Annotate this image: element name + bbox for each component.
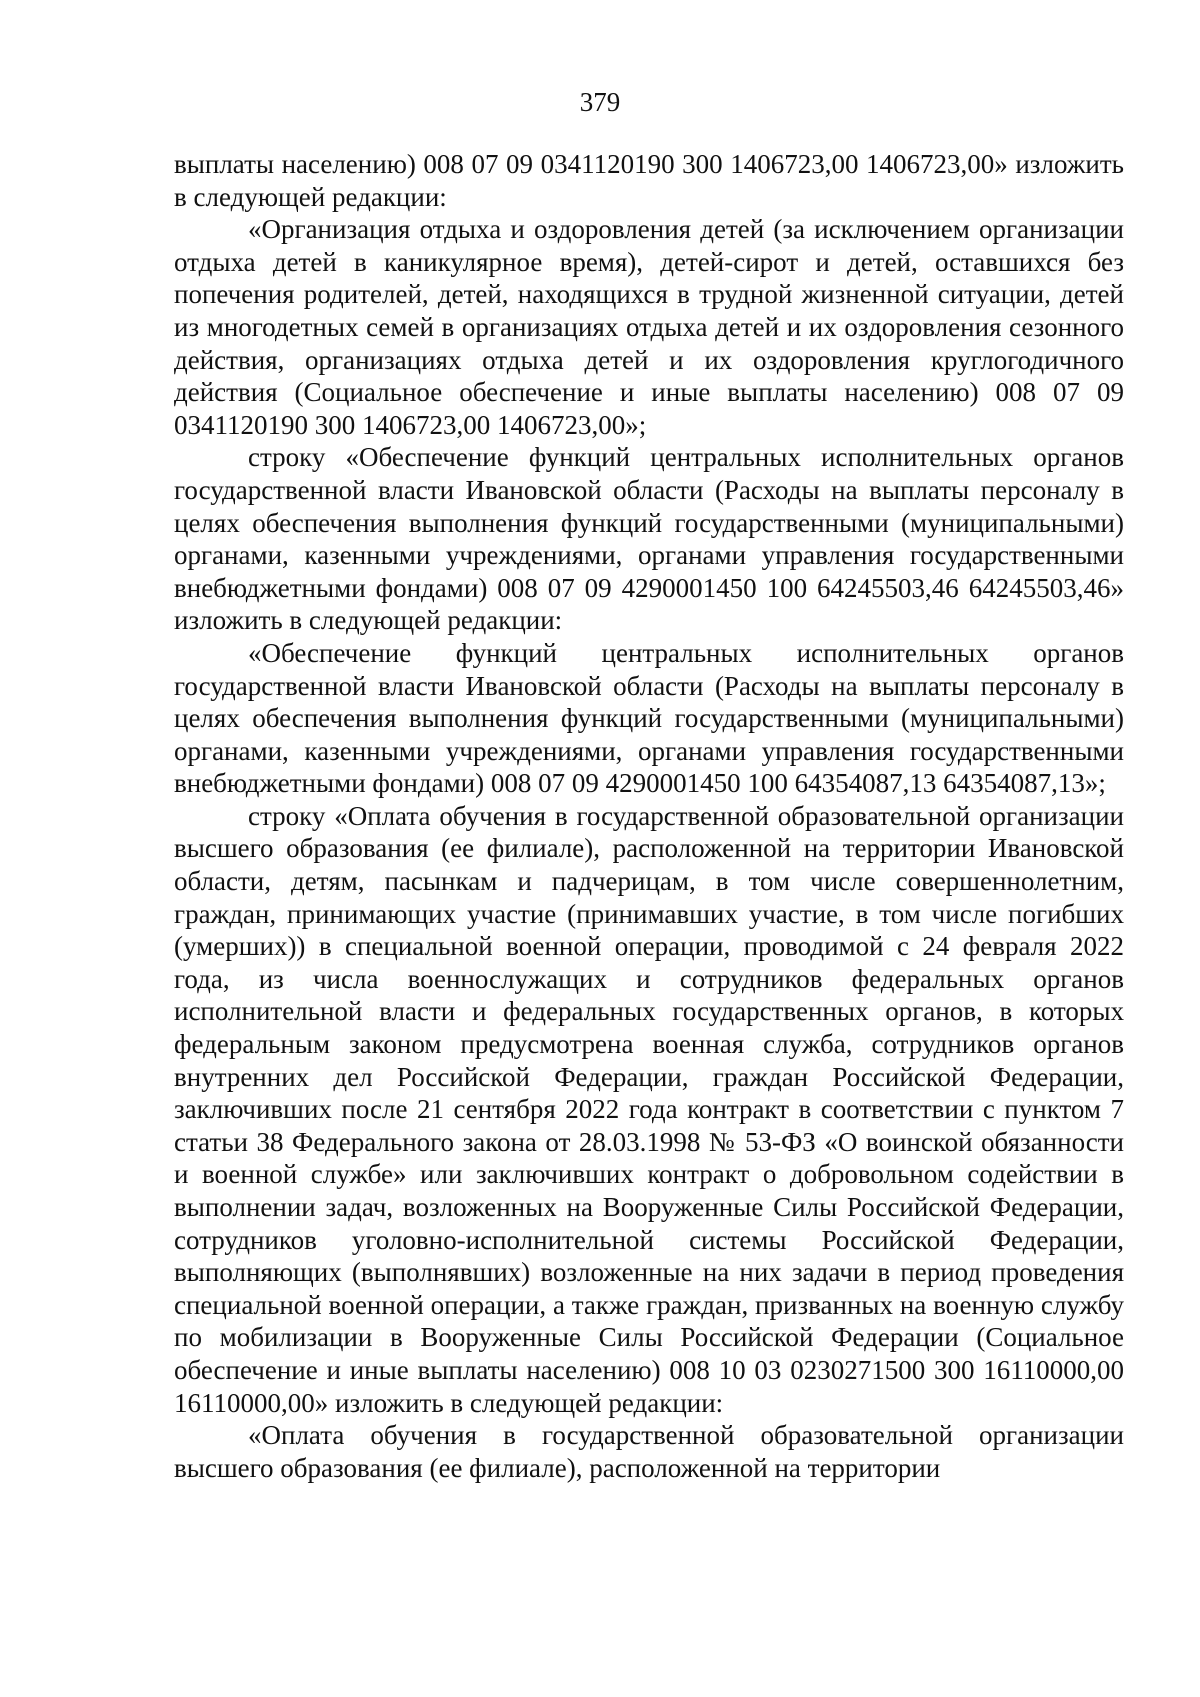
document-body — [174, 148, 1124, 1484]
paragraph-new-wording-education: «Оплата обучения в государственной образовательной организации высшего образования (ее филиале), расположенной на территории — [174, 1420, 1124, 1483]
paragraph-continuation: выплаты населению) 008 07 09 0341120190 300 1406723,00 1406723,00» изложить в следующей редакции: — [174, 149, 1124, 212]
paragraph-new-wording-functions: «Обеспечение функций центральных исполнительных органов государственной власти Ивановской области (Расходы на выплаты персоналу в целях обеспечения выполнения функций государственными (муниципальными) органами, казенными учреждениями, органами управления государственными внебюджетными фондами) 008 07 09 4290001450 100 64354087,13 64354087,13»; — [174, 637, 1124, 799]
paragraph-line-education-old: строку «Оплата обучения в государственной образовательной организации высшего образования (ее филиале), расположенной на территории Ивановской области, детям, пасынкам и падчерицам, в том числе совершеннолетним, граждан, принимающих участие (принимавших участие, в том числе погибших (умерших)) в специальной военной операции, проводимой с 24 февраля 2022 года, из числа военнослужащих и сотрудников федеральных органов исполнительной власти и федеральных государственных органов, в которых федеральным законом предусмотрена военная служба, сотрудников органов внутренних дел Российской Федерации, граждан Российской Федерации, заключивших после 21 сентября 2022 года контракт в соответствии с пунктом 7 статьи 38 Федерального закона от 28.03.1998 № 53-ФЗ «О воинской обязанности и военной службе» или заключивших контракт о добровольном содействии в выполнении задач, возложенных на Вооруженные Силы Российской Федерации, сотрудников уголовно-исполнительной системы Российской Федерации, выполняющих (выполнявших) возложенные на них задачи в период проведения специальной военной операции, а также граждан, призванных на военную службу по мобилизации в Вооруженные Силы Российской Федерации (Социальное обеспечение и иные выплаты населению) 008 10 03 0230271500 300 16110000,00 16110000,00» изложить в следующей редакции: — [174, 800, 1124, 1418]
paragraph-new-wording-recreation: «Организация отдыха и оздоровления детей (за исключением организации отдыха детей в каникулярное время), детей-сирот и детей, оставшихся без попечения родителей, детей, находящихся в трудной жизненной ситуации, детей из многодетных семей в организациях отдыха детей и их оздоровления сезонного действия, организациях отдыха детей и их оздоровления круглогодичного действия (Социальное обеспечение и иные выплаты населению) 008 07 09 0341120190 300 1406723,00 1406723,00»; — [174, 214, 1124, 440]
paragraph-line-functions-old: строку «Обеспечение функций центральных исполнительных органов государственной власти Ивановской области (Расходы на выплаты персоналу в целях обеспечения выполнения функций государственными (муниципальными) органами, казенными учреждениями, органами управления государственными внебюджетными фондами) 008 07 09 4290001450 100 64245503,46 64245503,46» изложить в следующей редакции: — [174, 442, 1124, 636]
page-number: 379 — [579, 87, 621, 117]
